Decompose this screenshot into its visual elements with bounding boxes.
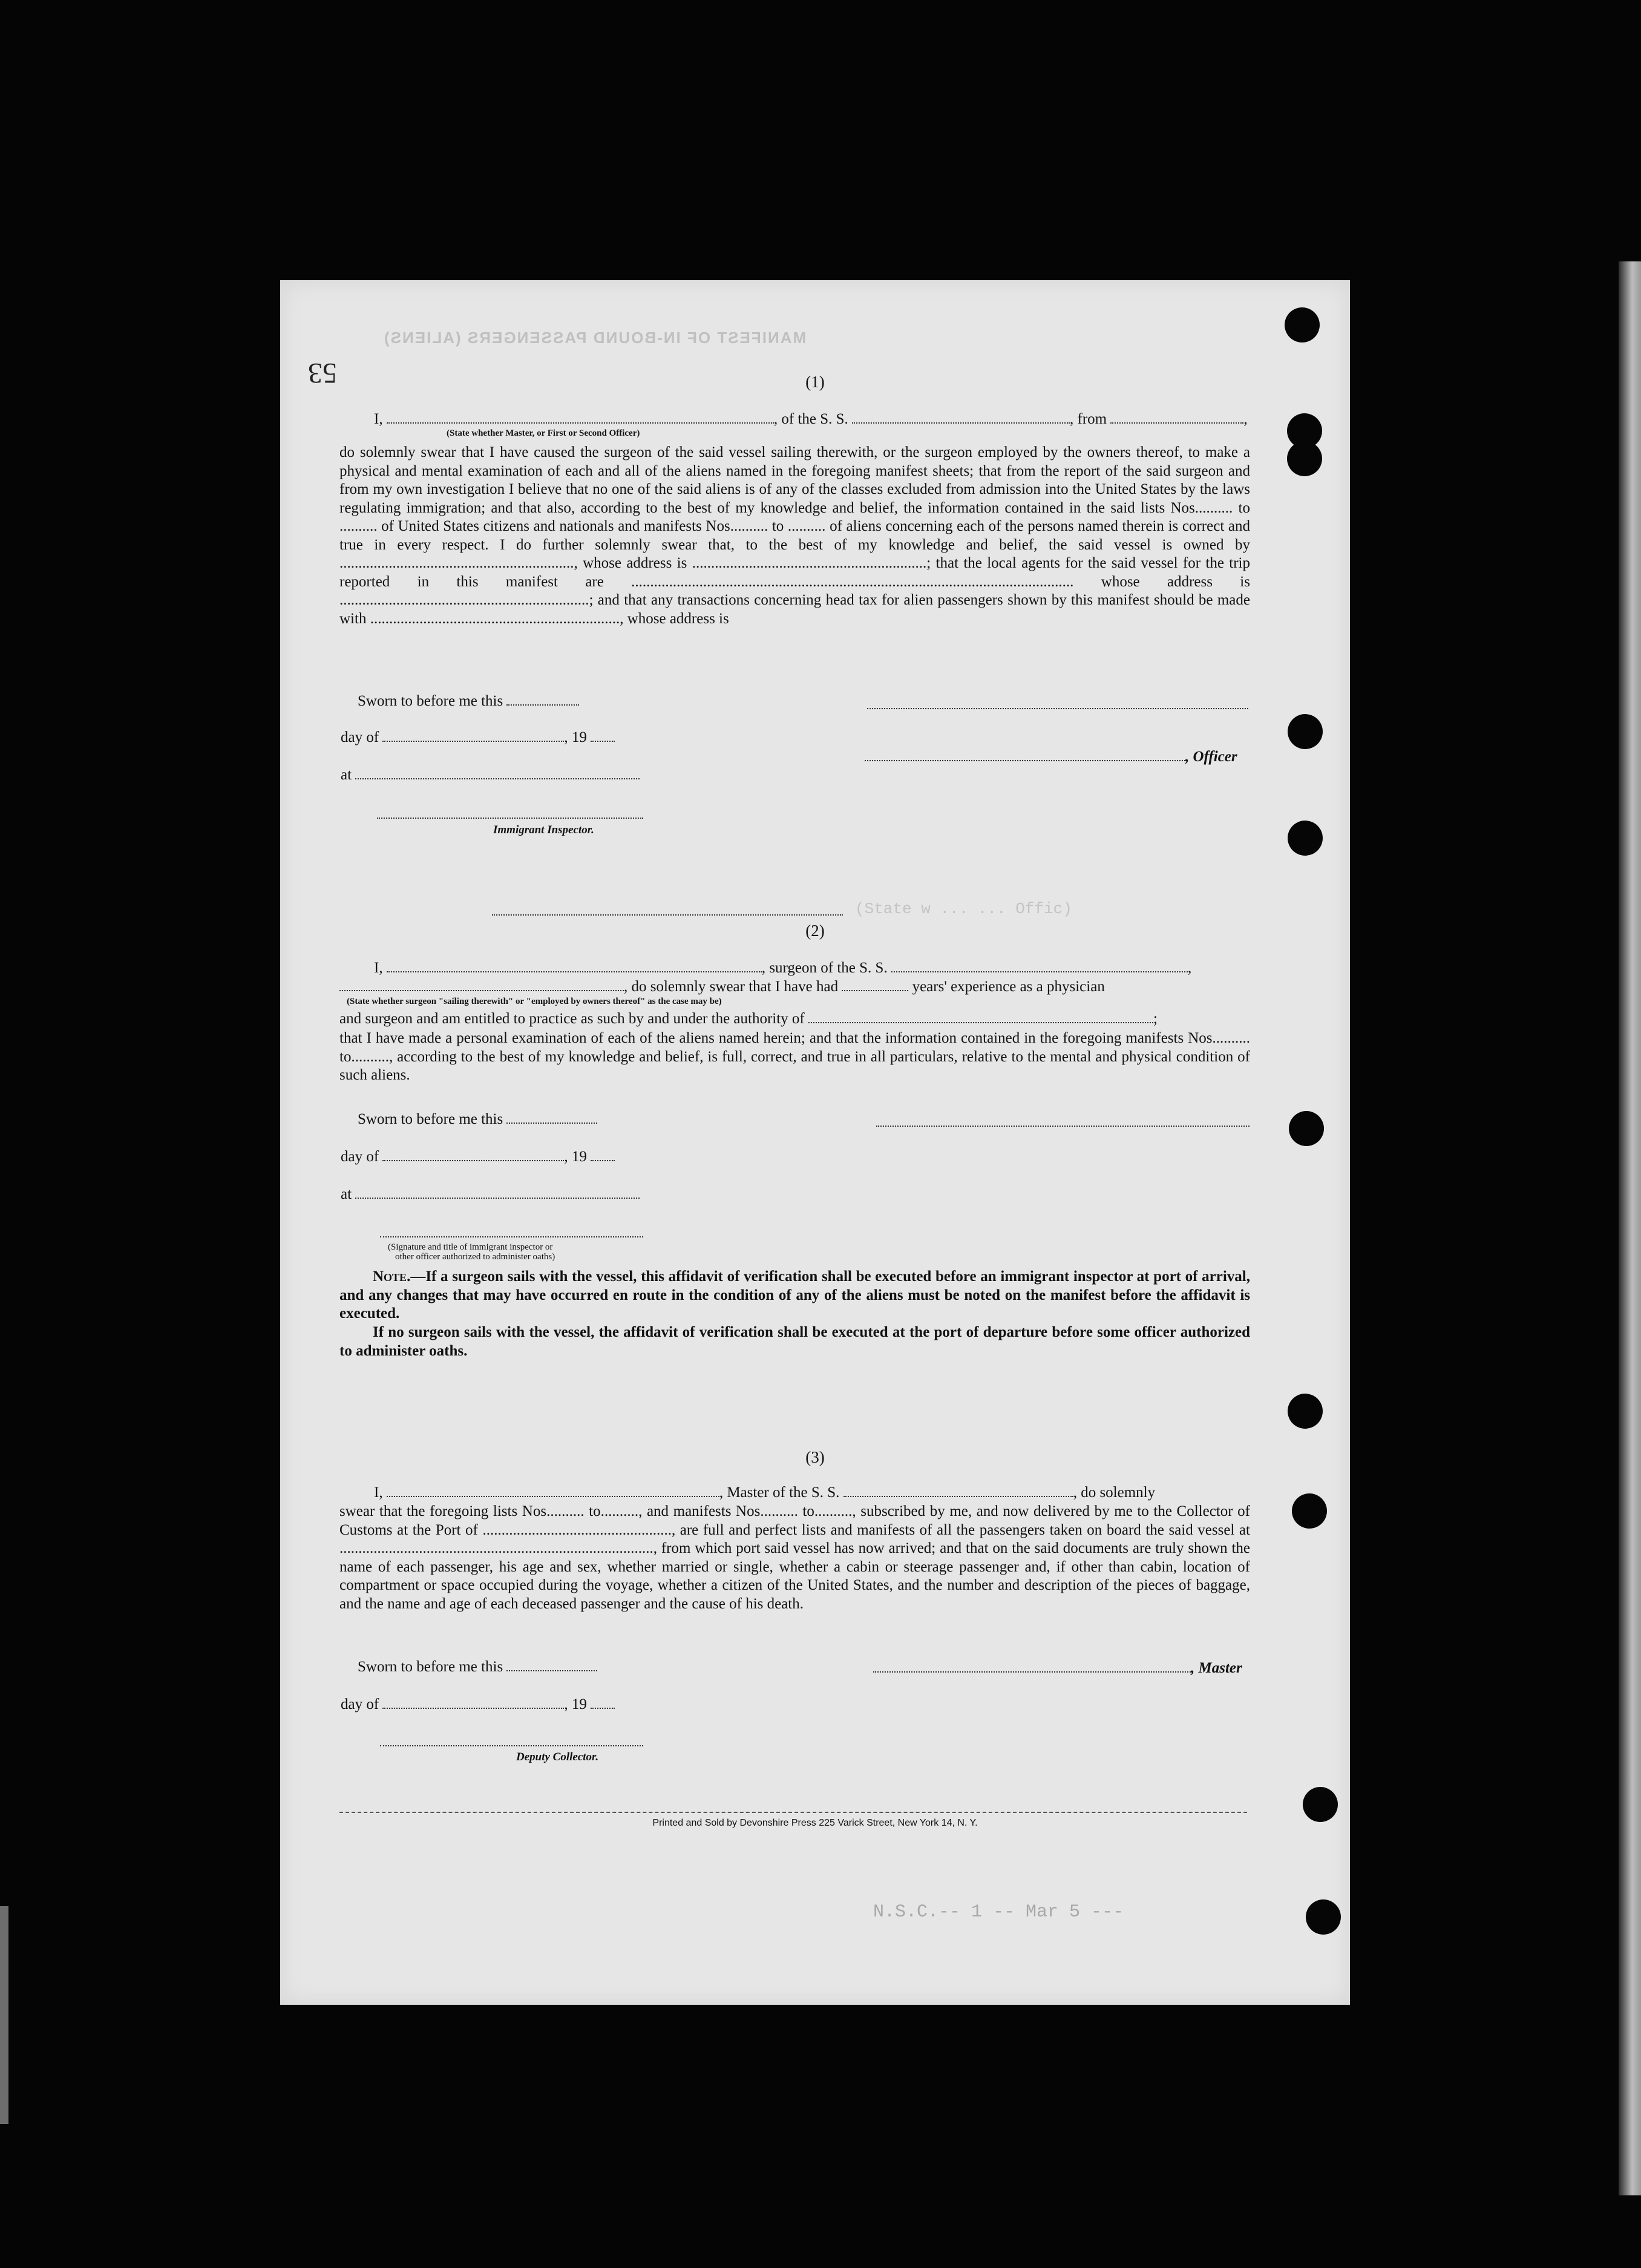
- punch-hole: [1303, 1787, 1338, 1822]
- section-1-body: do solemnly swear that I have caused the surgeon of the said vessel sailing therewith, or the surgeon employed by the owners thereof, to make a physical and mental examination of each and all of the aliens named in the foregoing manifest sheets; that from the report of the said surgeon and from my own investigation I believe that no one of the said aliens is of any of the classes excluded from admission into the United States by the laws regulating immigration; and that also, according to the best of my knowledge and belief, the information contained in the said lists Nos.......... to .......... of United States citizens and nationals and manifests Nos.......... to .......... of aliens concerning each of the persons named therein is correct and true in every respect. I do further solemnly swear that, to the best of my knowledge and belief, the said vessel is owned by .............................................................., whose address is ..............................................................; that the local agents for the said vessel for the trip reported in this manifest are ..................................................................................................................... whose address is ..................................................................; and that any transactions concerning head tax for alien passengers shown by this manifest should be made with .................................................................., whose address is: [339, 444, 1250, 627]
- signature-note-2: other officer authorized to administer oaths): [395, 1252, 555, 1262]
- printer-imprint: Printed and Sold by Devonshire Press 225 Varick Street, New York 14, N. Y.: [652, 1818, 978, 1828]
- punch-hole: [1306, 1899, 1341, 1935]
- faded-stamp: (State w ... ... Offic): [855, 900, 1072, 918]
- section-3-number: (3): [805, 1448, 825, 1466]
- punch-hole: [1288, 821, 1323, 856]
- surgeon-note: (State whether surgeon "sailing therewith" or "employed by owners thereof" as the case may be): [347, 997, 722, 1006]
- adjacent-page-edge: [1619, 261, 1641, 2195]
- master-signature: , Master: [873, 1659, 1242, 1677]
- punch-hole: [1287, 441, 1322, 476]
- section-2-line-3: and surgeon and am entitled to practice as such by and under the authority of ;: [339, 1011, 1158, 1027]
- section-3-body: swear that the foregoing lists Nos.......... to.........., and manifests Nos.......... to.........., subscribed by me, and now delivered by me to the Collector of Customs at the Port of .................................................., are full and perfect lists and manifests of all the passengers taken on board the said vessel at ..................................................................................., from which port said vessel has now arrived; and that on the said documents are truly shown the name of each passenger, his age and sex, whether married or single, whether a cabin or steerage passenger and, if other than cabin, location of compartment or space occupied during the voyage, whether a citizen of the United States, and the number and description of the pieces of baggage, and the name and age of each deceased passenger and the cause of his death.: [339, 1503, 1250, 1612]
- deputy-collector-label: Deputy Collector.: [516, 1751, 599, 1763]
- section-2-at-line: at: [341, 1185, 640, 1204]
- surgeon-affidavit-note: Note.—If a surgeon sails with the vessel, this affidavit of verification shall be executed before an immigrant inspector at port of arrival, and any changes that may have occurred en route in the condition of any of the aliens must be noted on the manifest before the affidavit is executed.: [339, 1268, 1250, 1322]
- page-number: 53: [308, 357, 337, 389]
- signature-note-1: (Signature and title of immigrant inspector or: [388, 1242, 553, 1252]
- officer-signature: , Officer: [865, 748, 1237, 766]
- sworn-line: Sworn to before me this: [358, 692, 579, 710]
- punch-hole: [1288, 1394, 1323, 1429]
- manifest-page: [280, 280, 1350, 2005]
- section-2-line-2: , do solemnly swear that I have had years' experience as a physician: [339, 978, 1105, 996]
- bleed-through-header: MANIFEST OF IN-BOUND PASSENGERS (ALIENS): [383, 329, 807, 347]
- no-surgeon-note: If no surgeon sails with the vessel, the affidavit of verification shall be executed at the port of departure before some officer authorized to administer oaths.: [339, 1324, 1250, 1359]
- section-3-day-of-line: day of , 19: [341, 1696, 615, 1714]
- immigrant-inspector-label: Immigrant Inspector.: [493, 824, 594, 836]
- section-1-oath-line: I, , of the S. S. , from ,: [374, 411, 1248, 427]
- section-2-number: (2): [805, 922, 825, 940]
- section-2-line-1: I, , surgeon of the S. S. ,: [374, 960, 1192, 976]
- section-2-body: that I have made a personal examination of each of the aliens named herein; and that the information contained in the foregoing manifests Nos.......... to.........., according to the best of my knowledge and belief, is full, correct, and true in all particulars, relative to the mental and physical condition of such aliens.: [339, 1030, 1250, 1083]
- bottom-stamp: N.S.C.-- 1 -- Mar 5 ---: [873, 1902, 1124, 1922]
- officer-note: (State whether Master, or First or Second Officer): [447, 428, 640, 438]
- punch-hole: [1292, 1493, 1327, 1529]
- punch-hole: [1285, 307, 1320, 342]
- section-3-line-1: I, , Master of the S. S. , do solemnly: [374, 1484, 1156, 1501]
- section-2-sworn-line: Sworn to before me this: [358, 1110, 597, 1129]
- punch-hole: [1288, 714, 1323, 749]
- left-page-edge: [0, 1906, 8, 2124]
- section-1-number: (1): [805, 373, 825, 391]
- section-3-sworn-line: Sworn to before me this: [358, 1658, 597, 1676]
- section-2-day-of-line: day of , 19: [341, 1148, 615, 1166]
- punch-hole: [1289, 1111, 1324, 1146]
- day-of-line: day of , 19: [341, 729, 615, 747]
- at-line: at: [341, 766, 640, 784]
